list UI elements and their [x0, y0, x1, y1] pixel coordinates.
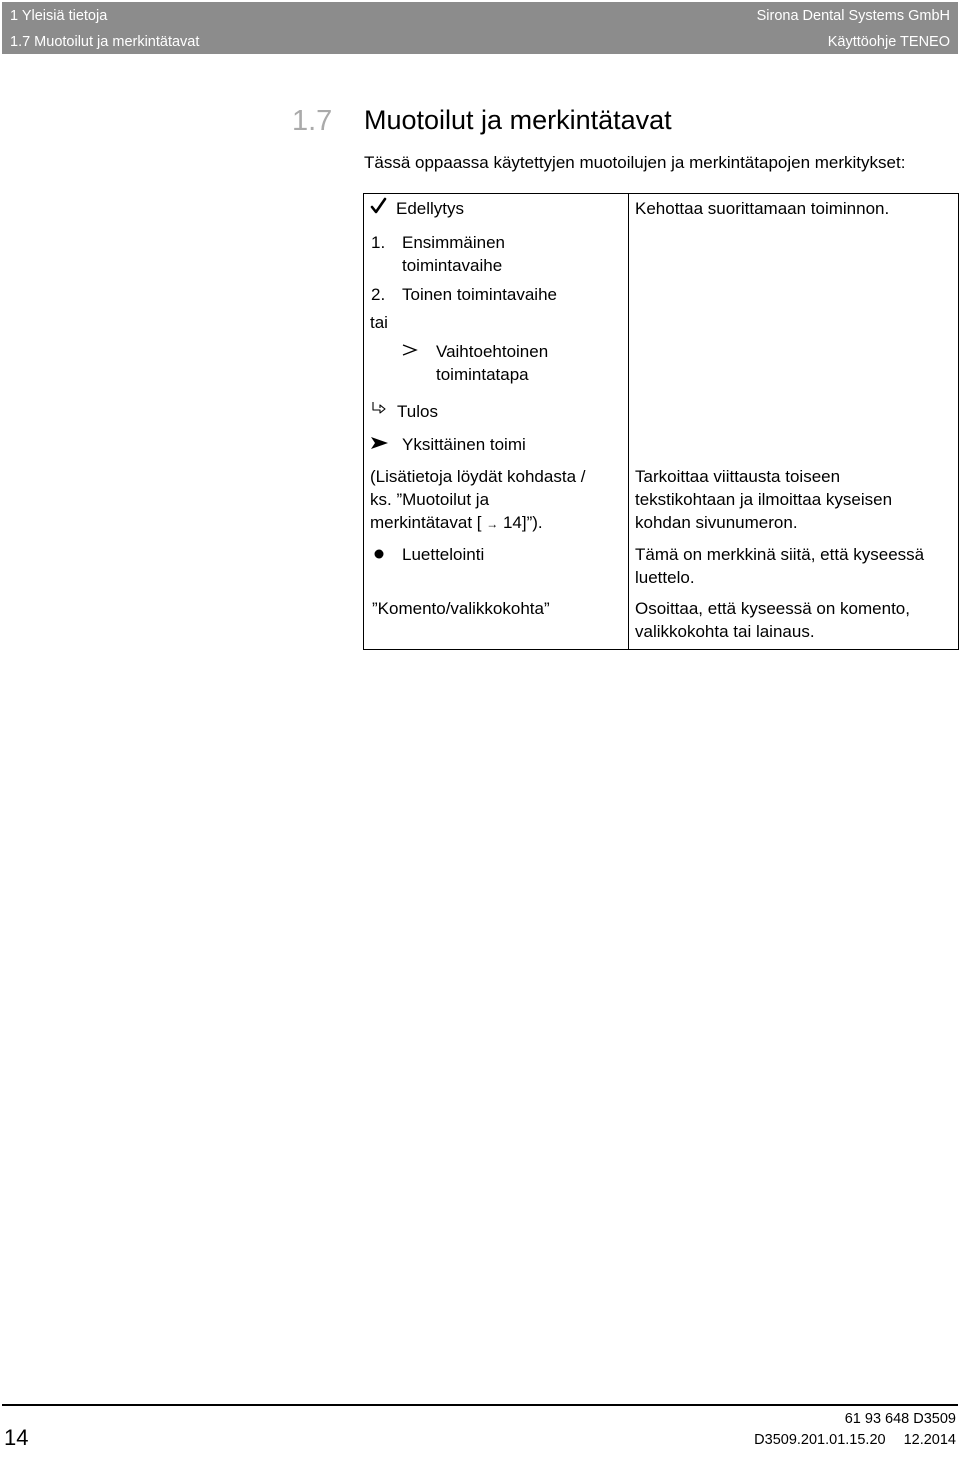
alternative-line2: toimintatapa: [436, 365, 529, 384]
reference-line2: ks. ”Muotoilut ja: [370, 490, 490, 509]
check-icon: [370, 197, 388, 221]
command-meaning-line2: valikkokohta tai lainaus.: [635, 622, 815, 641]
step2-number: 2.: [371, 285, 386, 304]
bullet-icon: [373, 543, 385, 571]
list-meaning-line1: Tämä on merkkinä siitä, että kyseessä: [635, 545, 925, 564]
chapter-title: 1 Yleisiä tietoja: [10, 8, 108, 24]
prerequisite-label: Edellytys: [396, 199, 465, 218]
list-label: Luettelointi: [402, 545, 485, 564]
column-divider: [628, 194, 629, 649]
intro-text: Tässä oppaassa käytettyjen muotoilujen ja merkintätapojen merkitykset:: [364, 153, 906, 172]
footer-divider: [2, 1404, 958, 1406]
result-label: Tulos: [397, 402, 438, 421]
reference-meaning-line3: kohdan sivunumeron.: [635, 513, 798, 532]
page-number: 14: [4, 1425, 29, 1450]
single-action-label: Yksittäinen toimi: [402, 435, 526, 454]
manual-name: Käyttöohje TENEO: [827, 34, 950, 50]
reference-meaning-line2: tekstikohtaan ja ilmoittaa kyseisen: [635, 490, 893, 509]
doc-code-date: [754, 1432, 956, 1448]
command-label: ”Komento/valikkokohta”: [372, 599, 550, 618]
reference-line1: (Lisätietoja löydät kohdasta /: [370, 467, 586, 486]
step1-number: 1.: [371, 233, 386, 252]
action-arrow-icon: [370, 433, 390, 456]
page-header: [2, 2, 958, 54]
arrow-right-icon: [402, 340, 418, 363]
step1-line1: Ensimmäinen: [402, 233, 505, 252]
alternative-line1: Vaihtoehtoinen: [436, 342, 549, 361]
page-title: Muotoilut ja merkintätavat: [364, 105, 672, 135]
reference-line3: [370, 511, 543, 536]
section-number: 1.7: [292, 105, 333, 137]
reference-arrow-icon: →: [486, 517, 499, 531]
action-meaning: Kehottaa suorittamaan toiminnon.: [635, 199, 890, 218]
reference-page: 14]”).: [498, 513, 543, 532]
result-arrow-icon: [370, 400, 386, 423]
command-meaning-line1: Osoittaa, että kyseessä on komento,: [635, 599, 910, 618]
section-breadcrumb: 1.7 Muotoilut ja merkintätavat: [10, 34, 200, 50]
reference-meaning-line1: Tarkoittaa viittausta toiseen: [635, 467, 841, 486]
doc-date: 12.2014: [903, 1432, 956, 1448]
reference-line3-text: merkintätavat [: [370, 513, 487, 532]
step2-text: Toinen toimintavaihe: [402, 285, 557, 304]
doc-code: D3509.201.01.15.20: [754, 1432, 886, 1448]
conventions-table: [363, 193, 959, 650]
company-name: Sirona Dental Systems GmbH: [756, 8, 950, 24]
or-label: tai: [370, 313, 388, 332]
step1-line2: toimintavaihe: [402, 256, 503, 275]
list-meaning-line2: luettelo.: [635, 568, 695, 587]
doc-number: 61 93 648 D3509: [844, 1411, 956, 1427]
